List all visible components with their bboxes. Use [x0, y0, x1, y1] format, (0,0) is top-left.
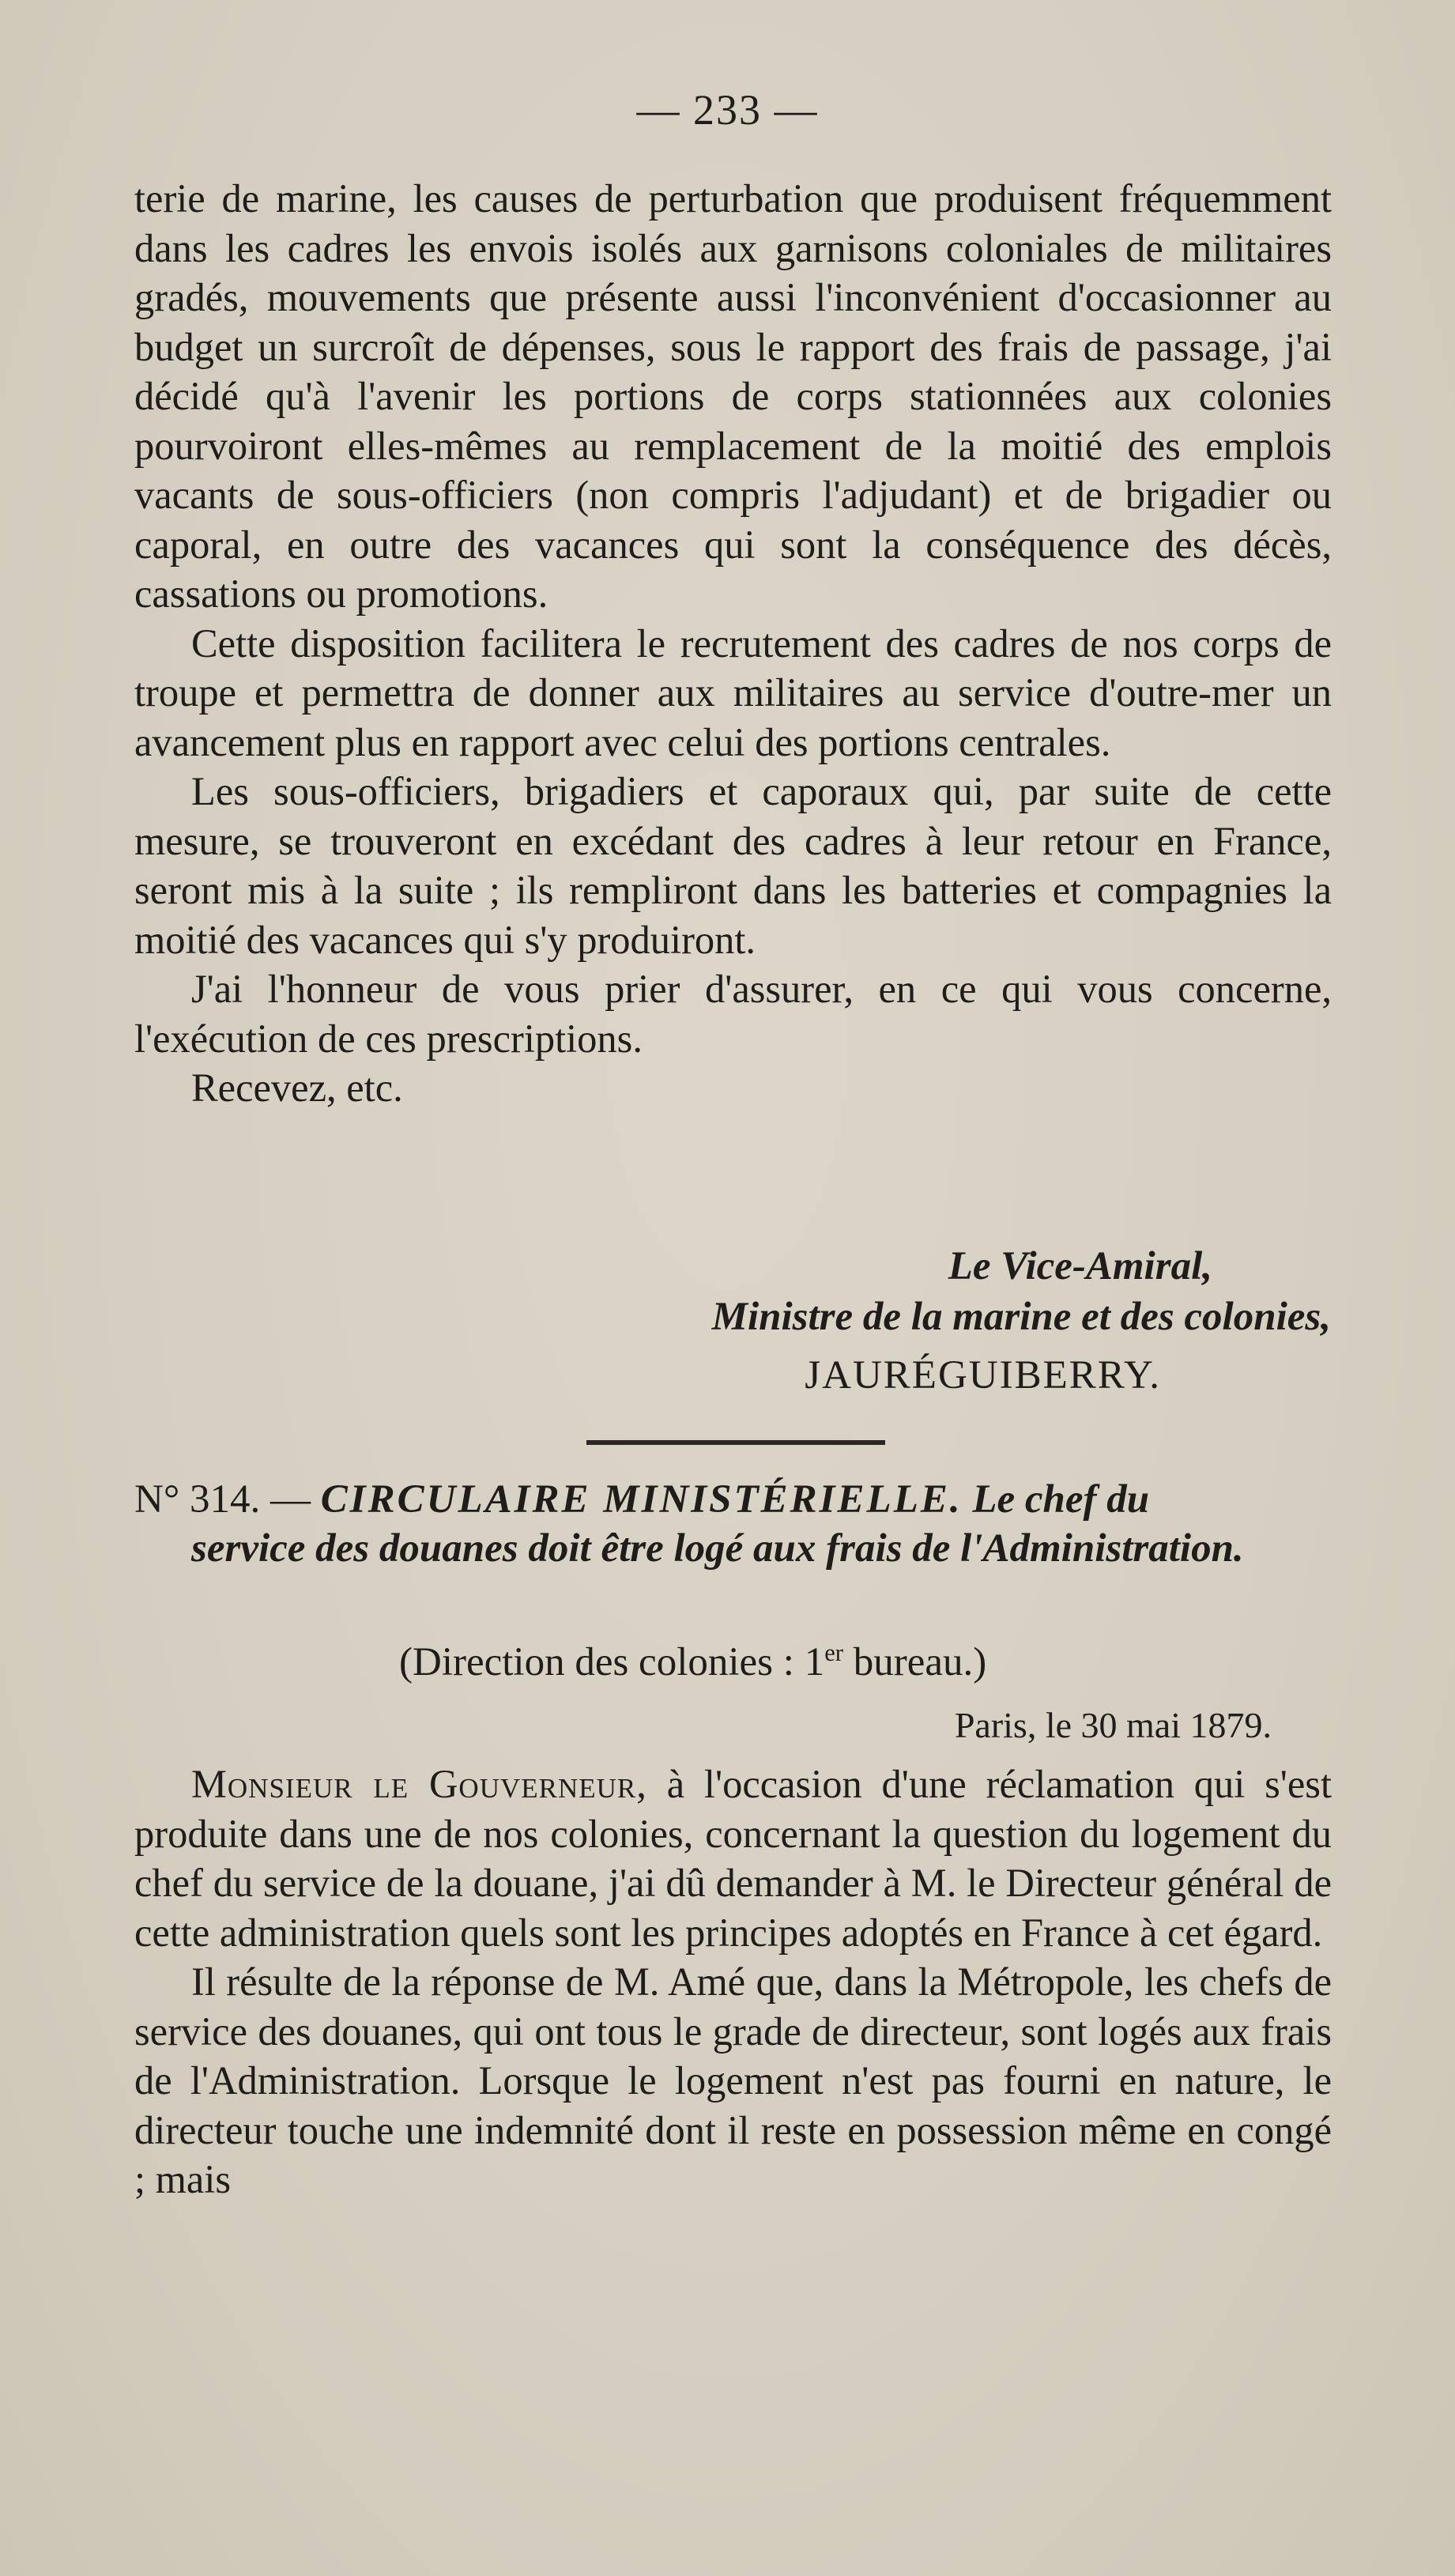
letter-paragraph-1	[134, 1759, 1332, 1957]
section-divider	[586, 1440, 885, 1445]
direction-suffix: bureau.)	[842, 1640, 987, 1684]
page-number: — 233 —	[636, 86, 819, 134]
circular-dash: —	[270, 1477, 311, 1522]
direction-prefix: (Direction des colonies : 1	[399, 1640, 825, 1684]
circular-subject-start: Le chef du	[972, 1477, 1150, 1522]
dateline: Paris, le 30 mai 1879.	[954, 1705, 1272, 1745]
letter-paragraph-2: Il résulte de la réponse de M. Amé que, dans la Métropole, les chefs de service des douanes, qui ont tous le grade de directeur, sont logés aux frais de l'Administration. Lorsque le logement n'est pas fourni en nature, le directeur touche une indemnité dont il reste en possession même en congé ; mais	[134, 1959, 1332, 2201]
paragraph-closing: Recevez, etc.	[191, 1065, 403, 1110]
letter-paragraph-1-text: à l'occasion d'une réclamation qui s'est produite dans une de nos colonies, concernant la question du logement du chef du service de la douane, j'ai dû demander à M. le Directeur général de cette administration quels sont les principes adoptés en France à cet égard.	[134, 1762, 1332, 1955]
paragraph-honneur: J'ai l'honneur de vous prier d'assurer, en ce qui vous concerne, l'exécution de ces prescriptions.	[134, 967, 1332, 1061]
signature-ministry: Ministre de la marine et des colonies,	[711, 1295, 1331, 1339]
circular-number: N° 314.	[134, 1477, 261, 1522]
paragraph-disposition: Cette disposition facilitera le recrutement des cadres de nos corps de troupe et permettra de donner aux militaires au service d'outre-mer un avancement plus en rapport avec celui des portions centrales.	[134, 620, 1332, 764]
paragraph-continuation: terie de marine, les causes de perturbation que produisent fréquemment dans les cadres les envois isolés aux garnisons coloniales de militaires gradés, mouvements que présente aussi l'inconvénient d'occasionner au budget un surcroît de dépenses, sous le rapport des frais de passage, j'ai décidé qu'à l'avenir les portions de corps stationnées aux colonies pourvoiront elles-mêmes au remplacement de la moitié des emplois vacants de sous-officiers (non compris l'adjudant) et de brigadier ou caporal, en outre des vacances qui sont la conséquence des décès, cassations ou promotions.	[134, 176, 1332, 616]
letter-body	[134, 1759, 1332, 2204]
direction-sup: er	[824, 1639, 843, 1666]
salutation: Monsieur le Gouverneur,	[191, 1762, 647, 1806]
signature-title: Le Vice-Amiral,	[948, 1244, 1212, 1288]
circular-heading	[134, 1475, 1332, 1573]
direction-line	[399, 1639, 986, 1685]
circular-subject-rest: service des douanes doit être logé aux frais de l'Administration.	[191, 1526, 1244, 1571]
signature-name: JAURÉGUIBERRY.	[805, 1353, 1161, 1397]
circular-title: CIRCULAIRE MINISTÉRIELLE.	[320, 1477, 963, 1522]
signature-block	[712, 1241, 1331, 1401]
paragraph-sous-officiers: Les sous-officiers, brigadiers et caporaux qui, par suite de cette mesure, se trouveront en excédant des cadres à leur retour en France, seront mis à la suite ; ils rempliront dans les batteries et compagnies la moitié des vacances qui s'y produiront.	[134, 769, 1332, 962]
top-text-block	[134, 174, 1332, 1113]
